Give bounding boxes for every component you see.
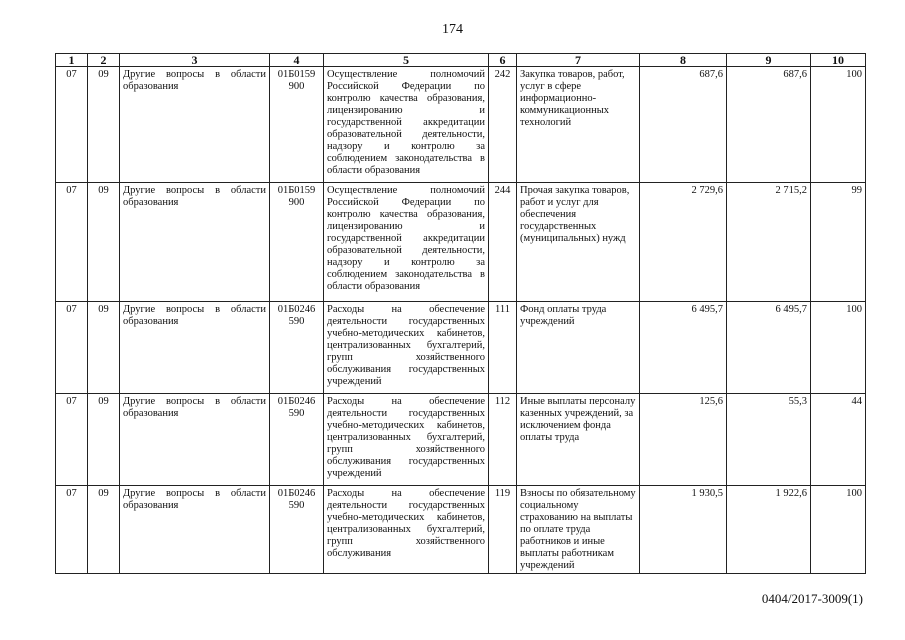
expense-type-name: Закупка товаров, работ, услуг в сфере информационно-коммуникационных технологий [517,67,640,183]
document-number: 0404/2017-3009(1) [761,591,863,606]
column-header: 5 [324,54,489,67]
execution-percent: 100 [811,67,866,183]
planned-amount: 6 495,7 [640,302,727,394]
section-code: 07 [56,302,88,394]
expense-type-code: 242 [489,67,517,183]
column-header: 6 [489,54,517,67]
planned-amount: 687,6 [640,67,727,183]
expense-type-name: Иные выплаты персоналу казенных учреждений, за исключением фонда оплаты труда [517,394,640,486]
subsection-name: Другие вопросы в области образования [120,302,270,394]
expense-type-code: 119 [489,486,517,574]
section-code: 07 [56,67,88,183]
subsection-name: Другие вопросы в области образования [120,486,270,574]
column-header: 9 [727,54,811,67]
executed-amount: 1 922,6 [727,486,811,574]
subsection-code: 09 [88,394,120,486]
expense-type-name: Взносы по обязательному социальному страхованию на выплаты по оплате труда работников и иные выплаты работникам учреждений [517,486,640,574]
target-item-code: 01Б0246 590 [270,486,324,574]
executed-amount: 687,6 [727,67,811,183]
subsection-code: 09 [88,67,120,183]
executed-amount: 55,3 [727,394,811,486]
execution-percent: 100 [811,486,866,574]
target-item-code: 01Б0246 590 [270,302,324,394]
budget-table [55,53,866,574]
execution-percent: 44 [811,394,866,486]
table-row [56,67,866,183]
column-header: 8 [640,54,727,67]
subsection-code: 09 [88,486,120,574]
subsection-name: Другие вопросы в области образования [120,183,270,302]
table-row [56,183,866,302]
planned-amount: 1 930,5 [640,486,727,574]
expense-type-code: 112 [489,394,517,486]
column-header: 7 [517,54,640,67]
target-item-name: Расходы на обеспечение деятельности государственных учебно-методических кабинетов, централизованных бухгалтерий, групп хозяйственного обслуживания государственных учреждений [324,394,489,486]
target-item-name: Осуществление полномочий Российской Федерации по контролю качества образования, лицензированию и государственной аккредитации образовательной деятельности, надзору и контролю за соблюдением законодательства в области образования [324,67,489,183]
target-item-name: Осуществление полномочий Российской Федерации по контролю качества образования, лицензированию и государственной аккредитации образовательной деятельности, надзору и контролю за соблюдением законодательства в области образования [324,183,489,302]
table-row [56,394,866,486]
column-header: 4 [270,54,324,67]
executed-amount: 2 715,2 [727,183,811,302]
subsection-code: 09 [88,183,120,302]
section-code: 07 [56,394,88,486]
column-header: 10 [811,54,866,67]
column-header: 1 [56,54,88,67]
execution-percent: 99 [811,183,866,302]
expense-type-name: Прочая закупка товаров, работ и услуг для обеспечения государственных (муниципальных) нужд [517,183,640,302]
page-number: 174 [442,22,463,37]
subsection-code: 09 [88,302,120,394]
expense-type-name: Фонд оплаты труда учреждений [517,302,640,394]
target-item-name: Расходы на обеспечение деятельности государственных учебно-методических кабинетов, централизованных бухгалтерий, групп хозяйственного обслуживания государственных учреждений [324,302,489,394]
execution-percent: 100 [811,302,866,394]
subsection-name: Другие вопросы в области образования [120,67,270,183]
table-header-row [56,54,866,67]
section-code: 07 [56,486,88,574]
column-header: 2 [88,54,120,67]
subsection-name: Другие вопросы в области образования [120,394,270,486]
expense-type-code: 111 [489,302,517,394]
executed-amount: 6 495,7 [727,302,811,394]
planned-amount: 2 729,6 [640,183,727,302]
column-header: 3 [120,54,270,67]
target-item-code: 01Б0246 590 [270,394,324,486]
planned-amount: 125,6 [640,394,727,486]
table-row [56,302,866,394]
section-code: 07 [56,183,88,302]
target-item-name: Расходы на обеспечение деятельности государственных учебно-методических кабинетов, централизованных бухгалтерий, групп хозяйственного обслуживания [324,486,489,574]
expense-type-code: 244 [489,183,517,302]
target-item-code: 01Б0159 900 [270,67,324,183]
table-row [56,486,866,574]
target-item-code: 01Б0159 900 [270,183,324,302]
